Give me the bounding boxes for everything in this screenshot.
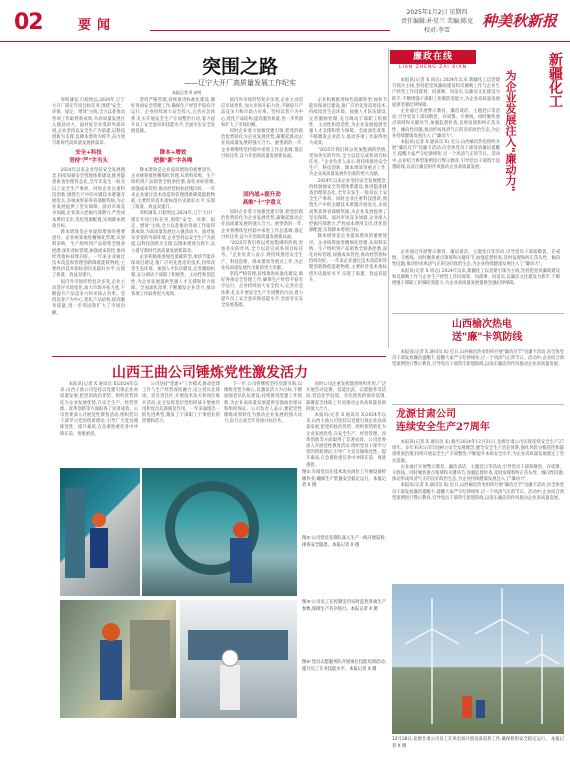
worker-figure-1 [60, 468, 140, 596]
factory-photo-4 [180, 600, 297, 718]
newspaper-logo: 种美秋新报 [482, 12, 558, 30]
caption-4: 图④:党员志愿服务队开展岗位技能培训活动,提升员工专业技能水平。本报记者 X 摄 [302, 660, 387, 672]
sidebar-article-2: 本报讯(记者 X 通讯员 X) 近日,山西榆次热电组织开展"廉洁过节"送廉卡活动,向全体党员干部发放廉洁提醒卡,提醒大家严守纪律规矩,过一个风清气正的节日。活动中,企业结合典型案例进行警示教育,引导党员干部筑牢思想防线,以清正廉洁的作风推动企业高质量发展。 [392, 350, 565, 368]
bottom-col2: 公司坚持"党建+"工作模式,推动党建工作与生产经营深度融合,设立党员先锋岗、党员责任区,开展技术攻关和岗位练兵活动,充分发挥基层党组织战斗堡垒作用和党员先锋模范作用。一年来涌现出一批先进典型,激发了干部职工干事创业的热情和活力。 [142, 382, 220, 425]
lead-col4: 企业积极推进绿色低碳转型,加快节能环保项目建设,推广应用先进适用技术,持续改善生态环境。加强人才队伍建设,完善激励机制,充分调动干部职工积极性、主动性和创造性,为企业发展提供坚强人才支撑和智力保障。全面深化改革,不断激发企业活力,推动各项工作取得更大成效。 "2025年我们将以更加饱满的热情,更加务实的作风,全力以赴完成各项目标任务。"企业负责人表示,将持续推进安全生产、科技创新、降本增效等重点工作,为企业高质量发展作出新的更大贡献。 2024年以来企业坚持安全发展理念,持续加强安全管理体系建设,推进隐患排查治理常态化,全年未发生一般及以上安全生产事故。同时企业注重科技创新,围绕生产中的关键技术难题开展攻关,多项成果获得省部级奖励,为企业发展提供了坚实保障。面对市场竞争加剧,企业深入挖掘内部潜力,严控成本费用支出,优化资源配置,实现降本增效目标。 降本增效是企业提质增效的重要途径。企业统筹推进精细化管理,从原料采购、生产组织到产品销售全链条挖潜,深化对标管理,加强成本管控,推动经营指标持续向好。一年来企业通过技术改造和管理创新降低能耗物耗,主要经济技术指标创历史最好水平,实现了质量、效益双提升。 [309, 98, 387, 283]
factory-photo-3 [60, 600, 176, 718]
wind-farm-photo [392, 584, 564, 734]
lead-col2b: 降本增效是企业提质增效的重要途径。企业统筹推进精细化管理,从原料采购、生产组织到产品销售全链条挖潜,深化对标管理,加强成本管控,推动经营指标持续向好。一年来企业通过技术改造和管理创新降低能耗物耗,主要经济技术指标创历史最好水平,实现了质量、效益双提升。 厚积薄发,行稳致远,2024年,辽宁大开厂锚定年度目标任务,围绕"安全、环保、稳定、增效"主线,全力以赴推动各项工作取得新成效,为高质量发展注入强劲动力。面对复杂多变的外部环境,企业坚持以安全生产为前提,以科技创新为支撑,以降本增效为抓手,奋力谱写新时代高质量发展新篇章。 企业积极推进绿色低碳转型,加快节能环保项目建设,推广应用先进适用技术,持续改善生态环境。加强人才队伍建设,完善激励机制,充分调动干部职工积极性、主动性和创造性,为企业发展提供坚强人才支撑和智力保障。全面深化改革,不断激发企业活力,推动各项工作取得更大成效。 [131, 168, 215, 298]
lead-col2: 坚持严格管理,持续推进标准化建设,做好各项安全管理工作,确保生产经营平稳有序运行。企业持续加大安全投入,完善应急体系,扎实开展安全生产专项整治行动,着力提升员工安全意识和技能水平,全面夯实安全发展基础。 [131, 98, 215, 135]
sidebar-separator-1 [392, 313, 564, 314]
sidebar-separator-2 [392, 404, 564, 405]
subhead-1: 安全+科技 坚持"严"字当头 [69, 150, 108, 164]
sidebar-headline-2: 山西榆次热电 送"廉"卡筑防线 [452, 319, 523, 343]
worker-figure-3 [60, 600, 176, 718]
header-meta [398, 8, 476, 35]
date-line: 2025年1月2日 星期四 [406, 9, 468, 16]
page-header [0, 0, 570, 42]
bottom-title: 山西王曲公司锤炼党性激发活力 [112, 365, 308, 381]
anti-corruption-badge [390, 50, 476, 72]
header-rule [150, 30, 390, 31]
factory-photo-1 [60, 468, 140, 596]
caption-2: 图②:公司党员先锋队深入生产一线开展巡检,排查安全隐患。本报记者 X 摄 [302, 536, 387, 548]
photo-caption: 12月28日,龙源甘肃公司员工在风电场开展设备巡检工作,确保机组安全稳定运行。 本报记者 X 摄 [392, 737, 564, 749]
sidebar-vertical-title: 新疆化工 [547, 52, 563, 108]
sidebar-vertical-subtitle: 为企业发展注入"廉动力" [504, 70, 517, 192]
badge-label: 廉政在线 [390, 50, 476, 64]
bottom-col1: 本报讯(记者 X 通讯员 X)2024年以来,山西王曲公司坚持以党建引领企业高质量发展,把党的政治优势、组织优势转化为企业发展优势,在安全生产、经营管理、改革创新等方面取得了显著成效。公司党委深入开展党性教育活动,组织党员干部学习党的创新理论,引导广大党员锤炼党性、提升素质,在急难险重任务中冲锋在前、勇挑重担。 [60, 382, 138, 437]
subhead-2: 降本+增效 把握"新"字各绳 [153, 150, 193, 164]
lead-col1b: 2024年以来企业坚持安全发展理念,持续加强安全管理体系建设,推进隐患排查治理常态化,全年未发生一般及以上安全生产事故。同时企业注重科技创新,围绕生产中的关键技术难题开展攻关,多项成果获得省部级奖励,为企业发展提供了坚实保障。面对市场竞争加剧,企业深入挖掘内部潜力,严控成本费用支出,优化资源配置,实现降本增效目标。 降本增效是企业提质增效的重要途径。企业统筹推进精细化管理,从原料采购、生产组织到产品销售全链条挖潜,深化对标管理,加强成本管控,推动经营指标持续向好。一年来企业通过技术改造和管理创新降低能耗物耗,主要经济技术指标创历史最好水平,实现了质量、效益双提升。 国内外市场形势复杂多变,企业主动适应市场变化,加大市场开拓力度,不断提升产品竞争力和市场占有率。坚持以客户为中心,优化产品结构,提高服务质量,进一步巩固和扩大了市场份额。 [52, 168, 125, 316]
sidebar-article-3: 本报讯(记者 X 通讯员 X) 截至2024年12月31日,龙源甘肃公司实现连续安全生产27周年。多年来该公司牢固树立安全发展理念,健全安全生产责任体系,强化风险分级管控和隐患排查治理,持续开展安全生产专项整治,不断提升本质安全水平,为企业高质量发展奠定了坚实基础。 企业通过开展警示教育、廉洁谈话、主题党日等活动,引导党员干部知敬畏、存戒惧、守底线。同时聚焦重点领域和关键环节,加强监督检查,及时发现和纠正苗头性、倾向性问题,推动形成风清气正的良好政治生态,为企业持续健康发展注入了"廉动力"。 本报讯(记者 X 通讯员 X) 近日,山西榆次热电组织开展"廉洁过节"送廉卡活动,向全体党员干部发放廉洁提醒卡,提醒大家严守纪律规矩,过一个风清气正的节日。活动中,企业结合典型案例进行警示教育,引导党员干部筑牢思想防线,以清正廉洁的作风推动企业高质量发展。 [392, 440, 565, 501]
lead-byline: 本报记者 X 宋明 [172, 90, 202, 95]
section-name: 要闻 [78, 18, 117, 33]
subhead-3: 国内战+提升劲 高维"十"字意义 [242, 192, 282, 206]
lead-title: 突围之路 [201, 56, 278, 78]
bottom-rule [52, 356, 386, 357]
page-number: 02 [14, 10, 43, 35]
wind-turbine-illustration [392, 584, 564, 734]
sidebar-article-1: 本报讯(记者 X 同志) 2024年以来,新疆化工以党建引领为主线,坚持把党风廉政建设和反腐败工作与企业生产经营工作同谋划、同部署、同落实,以廉洁文化建设为抓手,不断增强干部职工拒腐防变能力,为企业高质量发展提供坚强纪律保障。 企业通过开展警示教育、廉洁谈话、主题党日等活动,引导党员干部知敬畏、存戒惧、守底线。同时聚焦重点领域和关键环节,加强监督检查,及时发现和纠正苗头性、倾向性问题,推动形成风清气正的良好政治生态,为企业持续健康发展注入了"廉动力"。 本报讯(记者 X 通讯员 X) 近日,山西榆次热电组织开展"廉洁过节"送廉卡活动,向全体党员干部发放廉洁提醒卡,提醒大家严守纪律规矩,过一个风清气正的节日。活动中,企业结合典型案例进行警示教育,引导党员干部筑牢思想防线,以清正廉洁的作风推动企业高质量发展。 [392, 78, 500, 170]
worker-figure-2 [142, 468, 297, 596]
sidebar-headline-3: 龙源甘肃公司 连续安全生产27周年 [396, 409, 490, 433]
bottom-col3: 下一步,公司将继续坚持党建引领,以锤炼党性为核心,以激发活力为目标,不断加强党员队伍建设,持续推进党建工作创新,为企业高质量发展提供坚强政治保证和组织保证。公司负责人表示,要把党性锤炼成果转化为推动企业发展的强大动力,奋力完成全年各项目标任务。 [224, 382, 302, 425]
caption-3: 图③:公司员工在控制室内实时监控各项生产参数,保障生产有序进行。本报记者 X 摄 [302, 600, 386, 612]
lead-col3b: 同时企业着力加强党建引领,把党的政治优势转化为企业发展优势,凝聚起推动企业高质量发展的强大合力。展望新的一年,企业将继续坚持稳中求进工作总基调,锚定目标任务,奋力开创高质量发展新局面。 "2025年我们将以更加饱满的热情,更加务实的作风,全力以赴完成各项目标任务。"企业负责人表示,将持续推进安全生产、科技创新、降本增效等重点工作,为企业高质量发展作出新的更大贡献。 坚持严格管理,持续推进标准化建设,做好各项安全管理工作,确保生产经营平稳有序运行。企业持续加大安全投入,完善应急体系,扎实开展安全生产专项整治行动,着力提升员工安全意识和技能水平,全面夯实安全发展基础。 [221, 210, 303, 309]
factory-photo-2 [142, 468, 297, 596]
caption-1: 图①:车间党员在技术攻关岗位上开展设备检修作业,确保生产装置安全稳定运行。本报记者 X 摄 [302, 470, 386, 488]
lead-subtitle: ——辽宁大开厂高质量发展工作纪实 [184, 79, 296, 87]
column-divider [388, 48, 389, 348]
lead-col1: 厚积薄发,行稳致远,2024年,辽宁大开厂锚定年度目标任务,围绕"安全、环保、稳定、增效"主线,全力以赴推动各项工作取得新成效,为高质量发展注入强劲动力。面对复杂多变的外部环境,企业坚持以安全生产为前提,以科技创新为支撑,以降本增效为抓手,奋力谱写新时代高质量发展新篇章。 [52, 98, 125, 147]
editors-line: 责任编辑:朴星兰 美编:陈克 校对:李雪 [401, 18, 473, 34]
badge-pinyin: LIAN ZHENG ZAI XIAN [398, 65, 468, 70]
worker-figure-4 [180, 600, 297, 718]
sidebar-article-1b: 企业通过开展警示教育、廉洁谈话、主题党日等活动,引导党员干部知敬畏、存戒惧、守底线。同时聚焦重点领域和关键环节,加强监督检查,及时发现和纠正苗头性、倾向性问题,推动形成风清气正的良好政治生态,为企业持续健康发展注入了"廉动力"。 本报讯(记者 X 同志) 2024年以来,新疆化工以党建引领为主线,坚持把党风廉政建设和反腐败工作与企业生产经营工作同谋划、同部署、同落实,以廉洁文化建设为抓手,不断增强干部职工拒腐防变能力,为企业高质量发展提供坚强纪律保障。 [392, 250, 560, 287]
bottom-col4: 同时公司注重发挥群团组织作用,广泛开展劳动竞赛、技能比武、志愿服务等活动,营造比学赶超、争先创优的浓厚氛围,凝聚起全体职工共同推动企业高质量发展的强大合力。 本报讯(记者 X 通讯员 X)2024年以来,山西王曲公司坚持以党建引领企业高质量发展,把党的政治优势、组织优势转化为企业发展优势,在安全生产、经营管理、改革创新等方面取得了显著成效。公司党委深入开展党性教育活动,组织党员干部学习党的创新理论,引导广大党员锤炼党性、提升素质,在急难险重任务中冲锋在前、勇挑重担。 [306, 382, 386, 468]
lead-col3: 国内外市场形势复杂多变,企业主动适应市场变化,加大市场开拓力度,不断提升产品竞争力和市场占有率。坚持以客户为中心,优化产品结构,提高服务质量,进一步巩固和扩大了市场份额。 同时企业着力加强党建引领,把党的政治优势转化为企业发展优势,凝聚起推动企业高质量发展的强大合力。展望新的一年,企业将继续坚持稳中求进工作总基调,锚定目标任务,奋力开创高质量发展新局面。 [221, 98, 303, 159]
